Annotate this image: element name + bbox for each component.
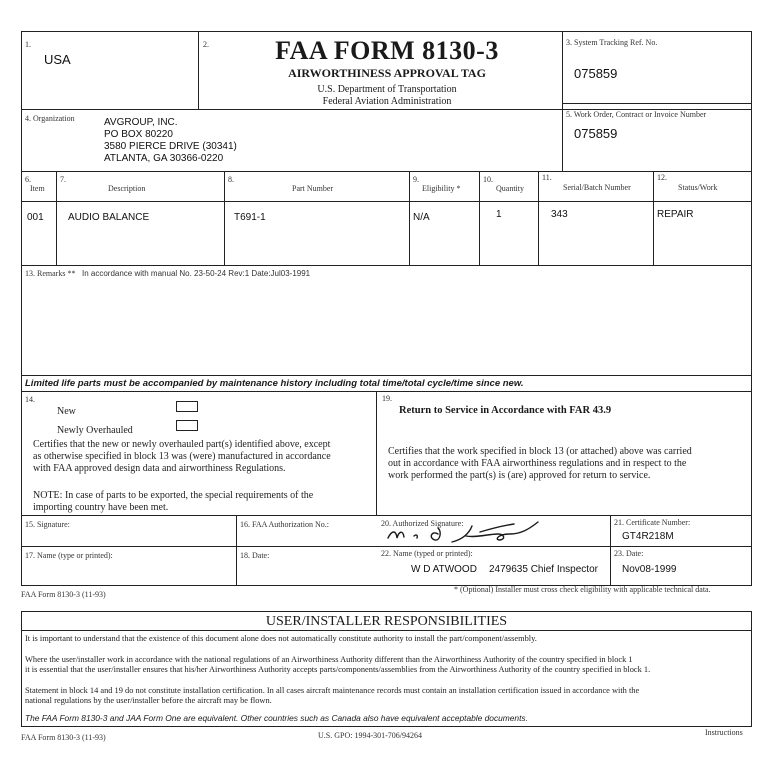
header-status: Status/Work	[678, 183, 718, 192]
bottom-form-id: FAA Form 8130-3 (11-93)	[21, 733, 106, 742]
department-line: U.S. Department of Transportation	[317, 84, 457, 95]
signature-stroke	[388, 522, 538, 542]
work-order-number: 075859	[574, 126, 618, 141]
responsibilities-title: USER/INSTALLER RESPONSIBILITIES	[265, 614, 508, 629]
cert-line: as otherwise specified in block 13 was (were) manufactured in accordance	[33, 451, 331, 462]
org-line: AVGROUP, INC.	[104, 117, 178, 128]
resp-line: Where the user/installer work in accordance with the national regulations of an Airworthiness Authority different than the Airworthiness Authority of the country specified in block 1	[25, 655, 633, 664]
new-label: New	[57, 406, 76, 417]
divider	[610, 515, 611, 586]
block18-label: 18. Date:	[240, 551, 270, 560]
block19-label: 19.	[382, 394, 392, 403]
form-title: FAA FORM 8130-3	[275, 36, 499, 65]
divider	[56, 171, 57, 265]
header-num: 8.	[228, 175, 234, 184]
divider	[479, 171, 480, 265]
block14-note	[33, 490, 313, 514]
divider	[198, 31, 199, 109]
newly-overhauled-label: Newly Overhauled	[57, 425, 133, 436]
header-description: Description	[108, 184, 146, 193]
inspector-title: 2479635 Chief Inspector	[489, 564, 598, 575]
resp-line: national regulations by the user/installer before the aircraft may be flown.	[25, 696, 272, 705]
signature-date: Nov08-1999	[622, 564, 677, 575]
note-line: importing country have been met.	[33, 502, 169, 513]
block14-label: 14.	[25, 395, 35, 404]
cert-line: Certifies that the new or newly overhauled part(s) identified above, except	[33, 439, 331, 450]
form-id: FAA Form 8130-3 (11-93)	[21, 590, 106, 599]
header-item: Item	[30, 184, 45, 193]
organization-address	[104, 117, 237, 165]
header-num: 9.	[413, 175, 419, 184]
eligibility-value: N/A	[413, 212, 430, 223]
block23-label: 23. Date:	[614, 549, 644, 558]
block19-certification	[388, 446, 692, 482]
header-num: 10.	[483, 175, 493, 184]
divider	[21, 375, 752, 376]
quantity-value: 1	[496, 209, 502, 220]
header-num: 11.	[542, 173, 552, 182]
divider	[562, 103, 752, 104]
cert-line: work performed the part(s) is (are) approved for return to service.	[388, 470, 651, 481]
divider	[376, 391, 377, 515]
equivalence-note: The FAA Form 8130-3 and JAA Form One are equivalent. Other countries such as Canada also have equivalent acceptable documents.	[25, 713, 528, 723]
resp-line: Statement in block 14 and 19 do not constitute installation certification. In all cases aircraft maintenance records must contain an installation certification issued in accordance with the	[25, 686, 640, 695]
description-value: AUDIO BALANCE	[68, 212, 150, 223]
divider	[236, 515, 237, 586]
divider	[21, 265, 752, 266]
note-line: NOTE: In case of parts to be exported, the special requirements of the	[33, 490, 314, 501]
form-subtitle: AIRWORTHINESS APPROVAL TAG	[288, 66, 486, 80]
org-line: 3580 PIERCE DRIVE (30341)	[104, 141, 237, 152]
block15-label: 15. Signature:	[25, 520, 70, 529]
cert-line: Certifies that the work specified in block 13 (or attached) above was carried	[388, 446, 692, 457]
divider	[21, 391, 752, 392]
serial-value: 343	[551, 209, 568, 220]
divider	[538, 171, 539, 265]
optional-note: * (Optional) Installer must cross check eligibility with applicable technical data.	[454, 585, 711, 594]
block21-label: 21. Certificate Number:	[614, 518, 691, 527]
divider	[21, 201, 752, 202]
resp-line: it is essential that the user/installer ensures that his/her Airworthiness Authority accepts parts/components/assemblies from the Airworthiness Authority of the country specified in block 1.	[25, 665, 651, 674]
header-num: 7.	[60, 175, 66, 184]
limited-life-note: Limited life parts must be accompanied by maintenance history including total time/total cycle/time since new.	[25, 378, 524, 389]
resp-paragraph: It is important to understand that the existence of this document alone does not automatically constitute authority to install the part/component/assembly.	[25, 634, 537, 643]
responsibilities-text	[25, 634, 650, 706]
block3-label: 3. System Tracking Ref. No.	[566, 38, 658, 47]
header-num: 6.	[25, 175, 31, 184]
remarks-text: In accordance with manual No. 23-50-24 Rev:1 Date:Jul03-1991	[82, 269, 311, 278]
org-line: PO BOX 80220	[104, 129, 173, 140]
divider	[224, 171, 225, 265]
header-quantity: Quantity	[496, 184, 524, 193]
header-part-number: Part Number	[292, 184, 334, 193]
block16-label: 16. FAA Authorization No.:	[240, 520, 329, 529]
gpo-code: U.S. GPO: 1994-301-706/94264	[318, 731, 423, 740]
block2-label: 2.	[203, 40, 209, 49]
header-eligibility: Eligibility *	[422, 184, 461, 193]
status-value: REPAIR	[657, 209, 694, 220]
new-checkbox[interactable]	[176, 401, 198, 412]
instructions-label: Instructions	[705, 728, 743, 737]
org-line: ATLANTA, GA 30366-0220	[104, 153, 224, 164]
department	[262, 84, 512, 108]
block22-label: 22. Name (typed or printed):	[381, 549, 473, 558]
divider	[21, 630, 752, 631]
block14-certification	[33, 439, 331, 475]
divider	[562, 31, 563, 171]
block1-label: 1.	[25, 40, 31, 49]
block19-heading: Return to Service in Accordance with FAR 43.9	[399, 405, 612, 416]
block20-label: 20. Authorized Signature:	[381, 519, 464, 528]
header-serial: Serial/Batch Number	[563, 183, 631, 192]
certificate-number: GT4R218M	[622, 531, 674, 542]
item-value: 001	[27, 212, 44, 223]
tracking-number: 075859	[574, 66, 618, 81]
divider	[653, 171, 654, 265]
inspector-name: W D ATWOOD	[411, 564, 477, 575]
divider	[21, 171, 752, 172]
cert-line: with FAA approved design data and airworthiness Regulations.	[33, 463, 286, 474]
cert-line: out in accordance with FAA airworthiness regulations and in respect to the	[388, 458, 687, 469]
department-line: Federal Aviation Administration	[322, 96, 452, 107]
country-value: USA	[44, 52, 71, 67]
block4-label: 4. Organization	[25, 114, 75, 123]
block17-label: 17. Name (type or printed):	[25, 551, 113, 560]
part-number-value: T691-1	[234, 212, 266, 223]
authorized-signature	[380, 512, 560, 548]
remarks-label: 13. Remarks **	[25, 269, 76, 278]
divider	[409, 171, 410, 265]
newly-overhauled-checkbox[interactable]	[176, 420, 198, 431]
block5-label: 5. Work Order, Contract or Invoice Number	[566, 110, 707, 119]
header-num: 12.	[657, 173, 667, 182]
